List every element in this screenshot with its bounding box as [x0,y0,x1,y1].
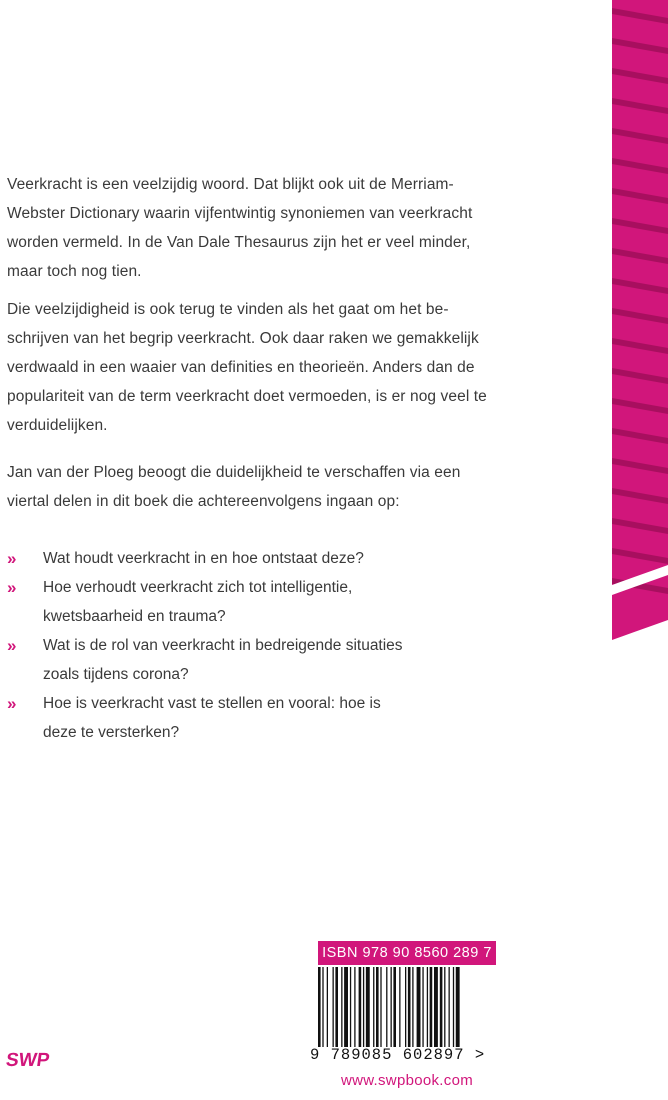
chevron-right-icon: » [7,694,17,713]
list-item [7,689,507,747]
list-item-text: Wat houdt veerkracht in en hoe ontstaat deze? [43,550,364,567]
website-link[interactable]: www.swpbook.com [340,1072,474,1089]
decorative-ribbon [612,0,668,640]
list-item-text: Hoe verhoudt veerkracht zich tot intelligentie, kwetsbaarheid en trauma? [43,579,353,625]
barcode [318,967,496,1047]
list-item-text: Hoe is veerkracht vast te stellen en vooral: hoe is deze te versterken? [43,695,381,741]
chevron-right-icon: » [7,578,17,597]
list-item-text: Wat is de rol van veerkracht in bedreigende situaties zoals tijdens corona? [43,637,403,683]
isbn-label: ISBN 978 90 8560 289 7 [318,941,496,965]
publisher-logo: SWP [4,1050,51,1071]
list-item [7,573,507,631]
list-item [7,544,507,573]
chevron-right-icon: » [7,549,17,568]
barcode-digits: 9 789085 602897 > [310,1046,486,1064]
topic-list [7,544,507,747]
chevron-right-icon: » [7,636,17,655]
list-item [7,631,507,689]
third-paragraph: Jan van der Ploeg beoogt die duidelijkheid te verschaffen via een viertal delen in dit boek die achtereenvolgens ingaan op: [7,464,461,510]
second-paragraph: Die veelzijdigheid is ook terug te vinden als het gaat om het be- schrijven van het begrip veerkracht. Ook daar raken we gemakkelijk verdwaald in een waaier van definities en theorieën. Anders dan de populariteit van de term veerkracht doet vermoeden, is er nog veel te verduidelijken. [7,301,487,434]
intro-paragraph: Veerkracht is een veelzijdig woord. Dat blijkt ook uit de Merriam- Webster Dictionary waarin vijfentwintig synoniemen van veerkracht worden vermeld. In de Van Dale Thesaurus zijn het er veel minder, maar toch nog tien. [7,176,473,280]
